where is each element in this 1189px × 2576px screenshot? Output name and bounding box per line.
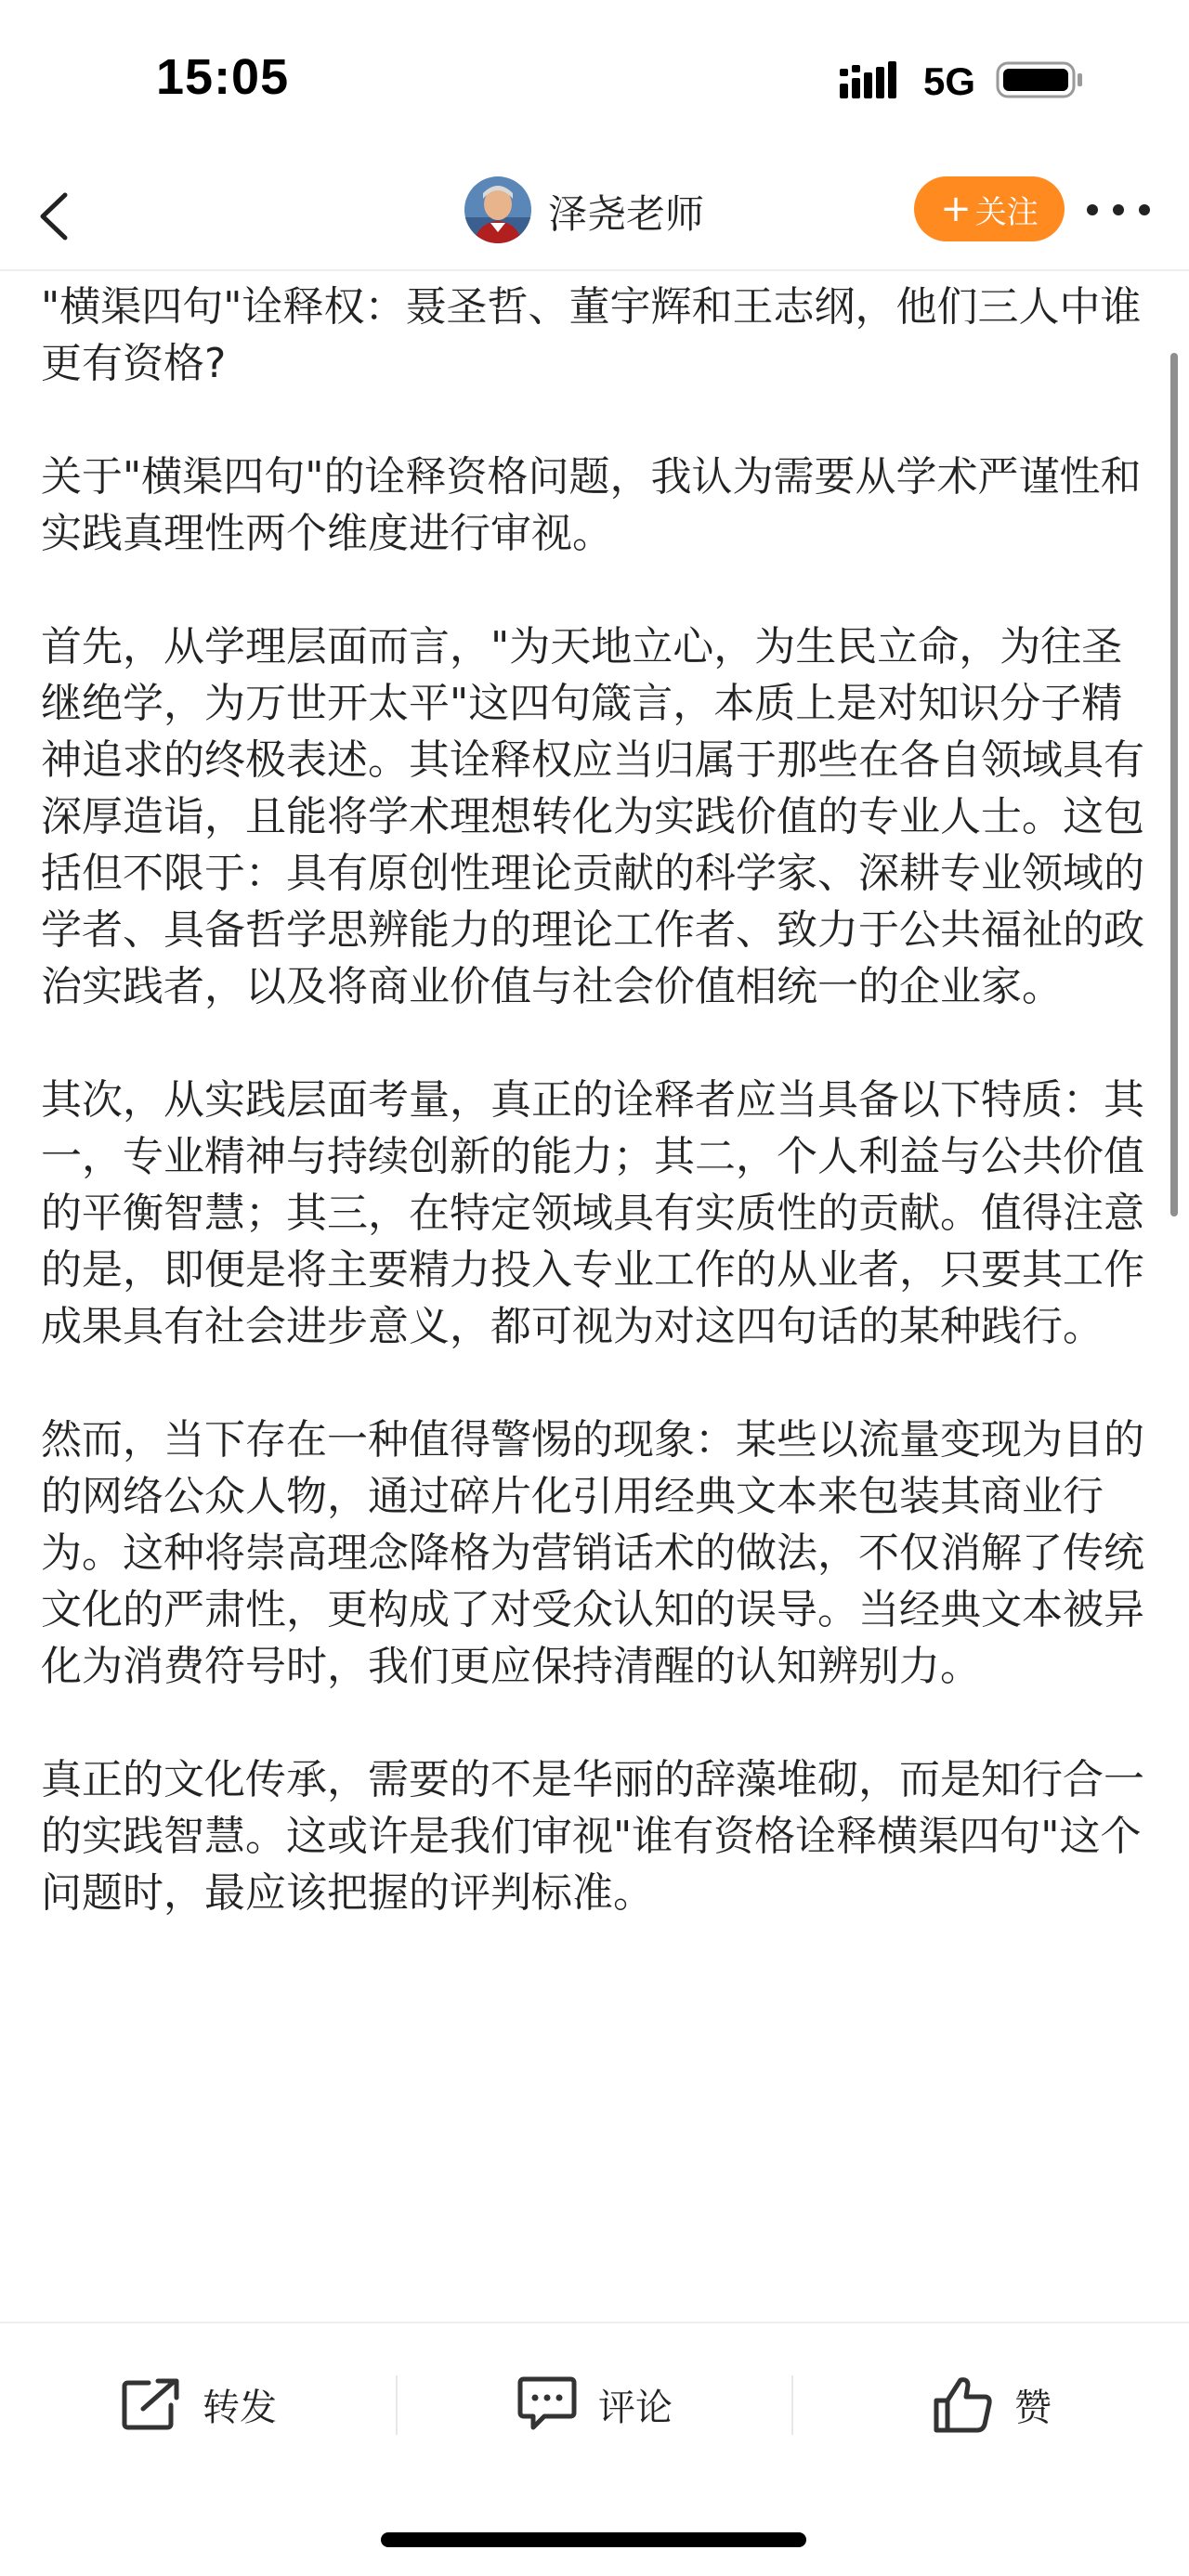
status-bar [0,0,1189,163]
comment-button[interactable] [516,2372,673,2437]
avatar[interactable] [464,176,531,243]
thumbs-up-icon [933,2374,994,2434]
author-name[interactable]: 泽尧老师 [548,191,705,237]
action-bar [0,2322,1189,2481]
repost-label: 转发 [203,2386,277,2429]
like-button[interactable] [933,2372,1052,2437]
nav-bar [0,163,1189,271]
comment-label: 评论 [598,2386,673,2429]
follow-button[interactable] [914,176,1065,241]
comment-icon [516,2375,578,2433]
article-paragraph: 然而，当下存在一种值得警惕的现象：某些以流量变现为目的的网络公众人物，通过碎片化引用经典文本来包装其商业行为。这种将崇高理念降格为营销话术的做法，不仅消解了传统文化的严肃性，更构成了对受众认知的误导。当经典文本被异化为消费符号时，我们更应保持清醒的认知辨别力。 [41,1416,1144,1690]
article-paragraph: 关于"横渠四句"的诠释资格问题，我认为需要从学术严谨性和实践真理性两个维度进行审视。 [41,453,1142,557]
divider [791,2375,793,2435]
status-time: 15:05 [156,49,290,105]
scrollbar[interactable] [1170,353,1178,1216]
home-indicator[interactable] [381,2532,806,2547]
article-paragraph: "横渠四句"诠释权：聂圣哲、董宇辉和王志纲，他们三人中谁更有资格? [41,283,1142,387]
article-paragraph: 真正的文化传承，需要的不是华丽的辞藻堆砌，而是知行合一的实践智慧。这或许是我们审视"谁有资格诠释横渠四句"这个问题时，最应该把握的评判标准。 [41,1756,1144,1917]
like-label: 赞 [1014,2386,1052,2429]
share-icon [121,2377,182,2431]
chevron-left-icon[interactable] [26,184,91,249]
follow-label: 关注 [974,193,1039,231]
article-paragraph: 其次，从实践层面考量，真正的诠释者应当具备以下特质：其一，专业精神与持续创新的能力；其二，个人利益与公共价值的平衡智慧；其三，在特定领域具有实质性的贡献。值得注意的是，即便是将主要精力投入专业工作的从业者，只要其工作成果具有社会进步意义，都可视为对这四句话的某种践行。 [41,1076,1144,1350]
divider [396,2375,398,2435]
article-paragraph: 首先，从学理层面而言，"为天地立心，为生民立命，为往圣继绝学，为万世开太平"这四句箴言，本质上是对知识分子精神追求的终极表述。其诠释权应当归属于那些在各自领域具有深厚造诣，且能将学术理想转化为实践价值的专业人士。这包括但不限于：具有原创性理论贡献的科学家、深耕专业领域的学者、具备哲学思辨能力的理论工作者、致力于公共福祉的政治实践者，以及将商业价值与社会价值相统一的企业家。 [41,623,1144,1010]
repost-button[interactable] [121,2372,277,2437]
plus-icon: + [940,188,972,230]
avatar-image [464,176,531,243]
battery-icon [996,59,1085,100]
signal-bars-icon [840,61,905,98]
more-dots-icon[interactable] [1083,191,1154,228]
article-body [41,279,1152,1978]
network-type: 5G [923,59,976,103]
